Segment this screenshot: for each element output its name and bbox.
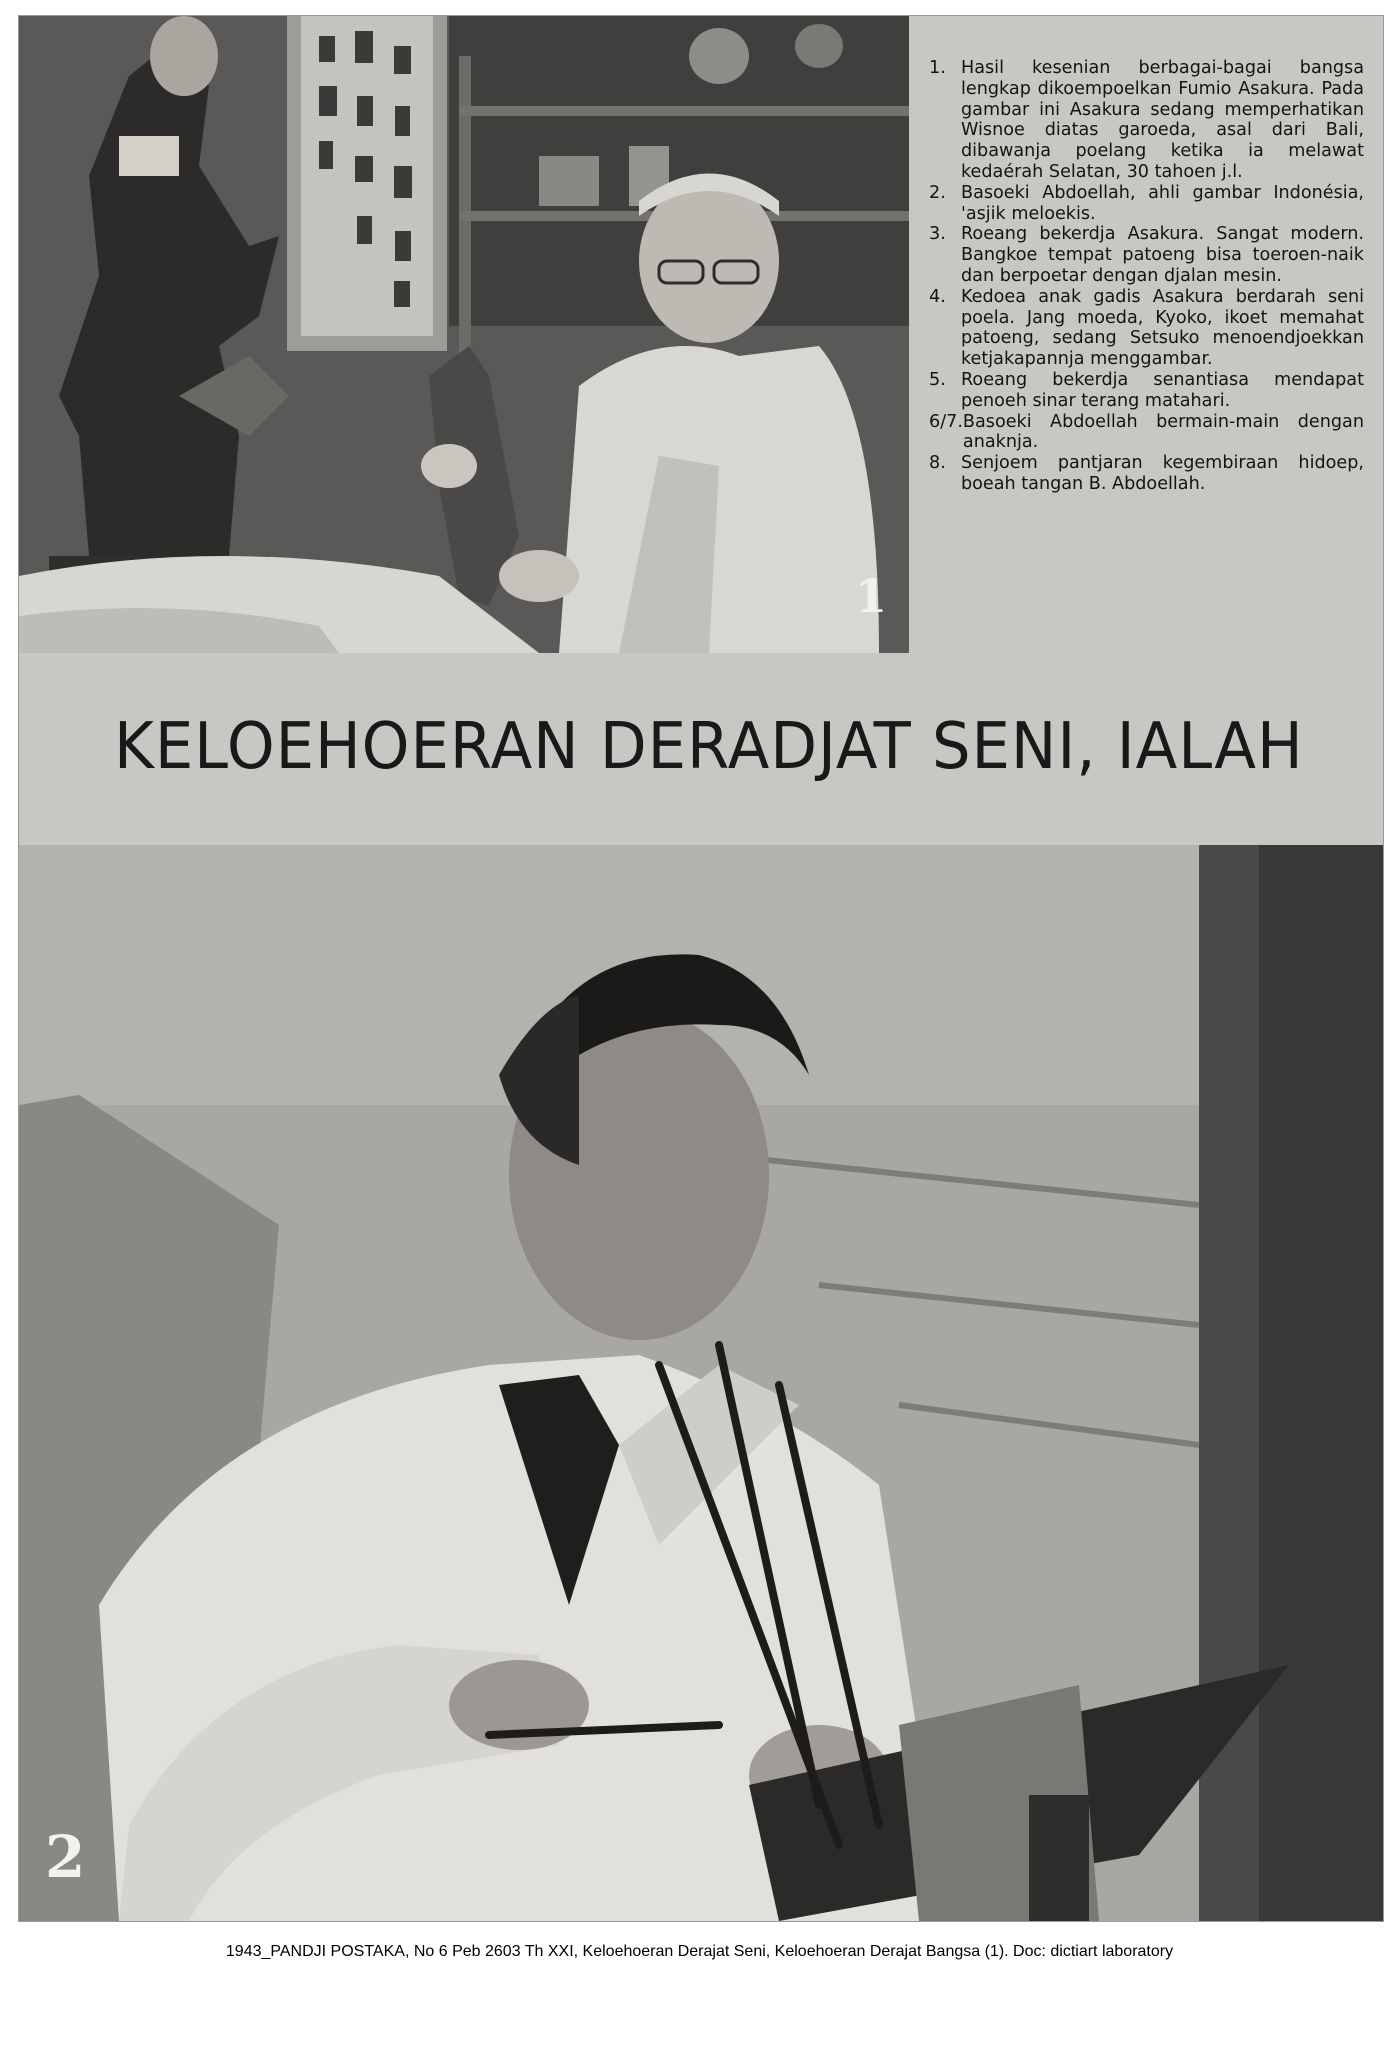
caption-number: 2. <box>929 182 946 203</box>
caption-item <box>929 58 1364 183</box>
caption-number: 1. <box>929 58 946 78</box>
photo-1-illustration <box>19 16 909 653</box>
caption-item <box>929 453 1364 495</box>
caption-text: Senjoem pantjaran kegembiraan hidoep, boeah tangan B. Abdoellah. <box>961 453 1364 494</box>
caption-item <box>929 224 1364 286</box>
footer-source-caption: 1943_PANDJI POSTAKA, No 6 Peb 2603 Th XXI, Keloehoeran Derajat Seni, Keloehoeran Derajat Bangsa (1). Doc: dictiart laboratory <box>225 1943 1174 1960</box>
caption-text: Basoeki Abdoellah, ahli gambar Indonésia, 'asjik meloekis. <box>961 182 1364 224</box>
caption-item <box>929 183 1364 225</box>
photo-captions <box>929 58 1364 495</box>
caption-text: Roeang bekerdja Asakura. Sangat modern. Bangkoe tempat patoeng bisa toeroen-naik dan berpoetar dengan djalan mesin. <box>961 224 1364 286</box>
caption-text: Hasil kesenian berbagai-bagai bangsa lengkap dikoempoelkan Fumio Asakura. Pada gambar ini Asakura sedang memperhatikan Wisnoe diatas garoeda, asal dari Bali, dibawanja poelang ketika ia melawat kedaérah Selatan, 30 tahoen j.l. <box>961 58 1364 182</box>
caption-number: 8. <box>929 453 946 474</box>
caption-number: 3. <box>929 224 946 245</box>
caption-text: Basoeki Abdoellah bermain-main dengan anaknja. <box>962 411 1364 453</box>
photo-number-2: 2 <box>45 1823 86 1891</box>
caption-number: 5. <box>929 369 946 390</box>
caption-number: 6/7. <box>929 411 963 432</box>
caption-item <box>929 412 1364 454</box>
caption-text: Kedoea anak gadis Asakura berdarah seni poela. Jang moeda, Kyoko, ikoet memahat patoeng, sedang Setsuko menoendjoekkan ketjakapannja menggambar. <box>961 286 1364 370</box>
photo-sculptor-with-statue <box>19 16 909 653</box>
article-headline: KELOEHOERAN DERADJAT SENI, IALAH <box>114 710 1304 784</box>
magazine-page <box>18 15 1384 1922</box>
photo-painter-at-easel <box>19 845 1383 1921</box>
caption-text: Roeang bekerdja senantiasa mendapat penoeh sinar terang matahari. <box>961 369 1364 411</box>
caption-item <box>929 287 1364 370</box>
photo-number-1: 1 <box>854 569 887 623</box>
photo-2-illustration <box>19 845 1383 1921</box>
caption-item <box>929 370 1364 412</box>
caption-number: 4. <box>929 286 946 307</box>
